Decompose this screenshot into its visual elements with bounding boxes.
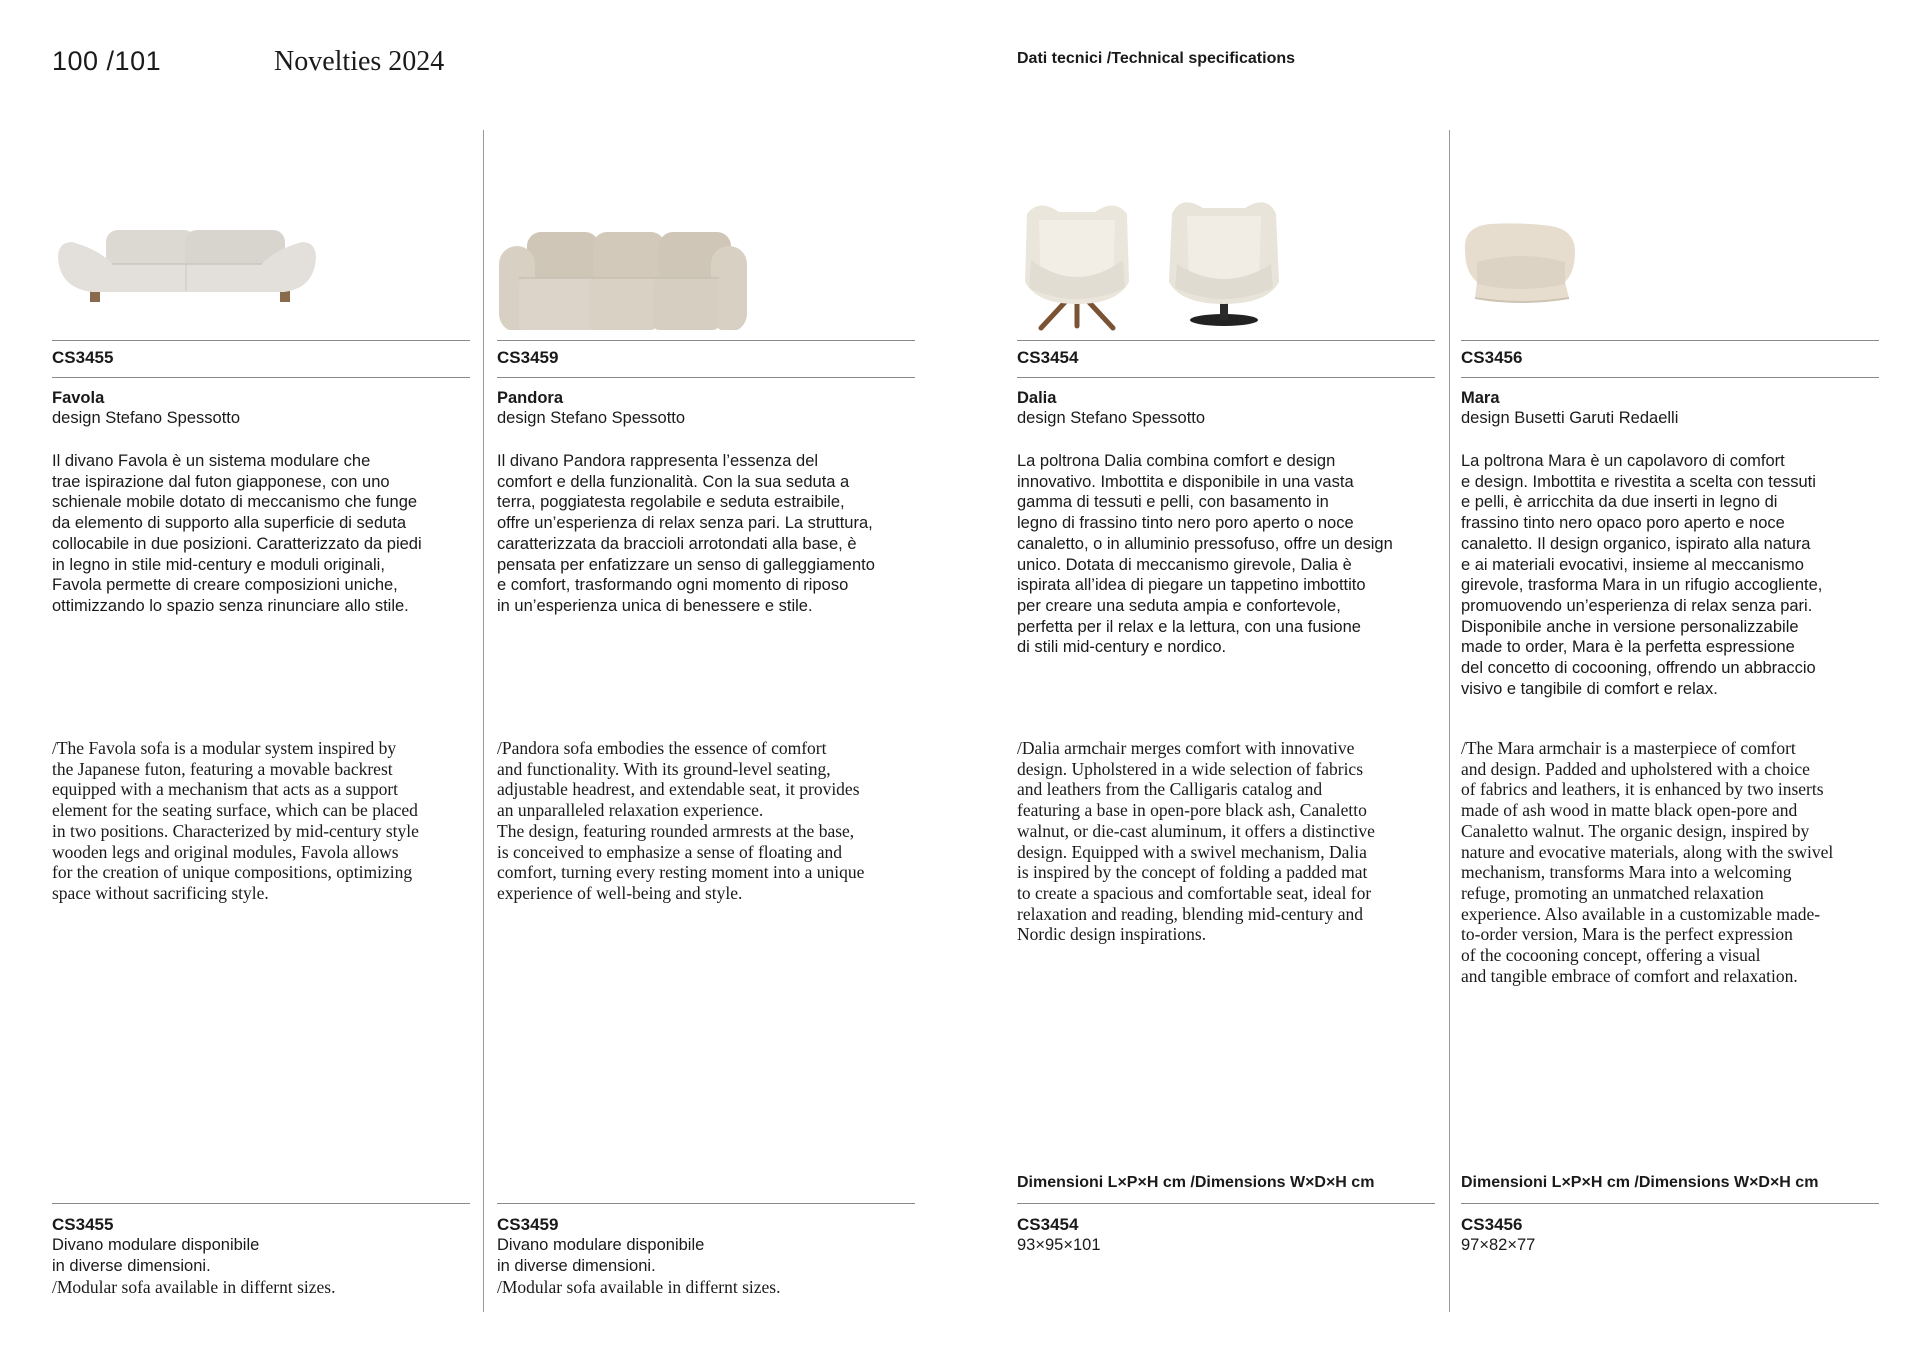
product-designer: design Stefano Spessotto xyxy=(1017,409,1206,427)
spec-code: CS3459 xyxy=(497,1215,559,1234)
description-italian: Il divano Favola è un sistema modulare che trae ispirazione dal futon giapponese, con uno schienale mobile dotato di meccanismo che funge da elemento di supporto alla superficie di seduta collocabile in due posizioni. Caratterizzato da piedi in legno in stile mid-century e moduli originali, Favola permette di creare composizioni uniche, ottimizzando lo spazio senza rinunciare allo stile. xyxy=(52,452,422,615)
spec-dimensions: 97×82×77 xyxy=(1461,1236,1536,1254)
spec-code: CS3455 xyxy=(52,1215,114,1234)
product-name: Pandora xyxy=(497,389,564,407)
divider xyxy=(497,1203,915,1204)
column-divider xyxy=(483,130,484,1312)
catalog-title: Novelties 2024 xyxy=(274,46,445,77)
description-italian: La poltrona Mara è un capolavoro di comfort e design. Imbottita e rivestita a scelta con tessuti e pelli, è arricchita da due inserti in legno di frassino tinto nero opaco poro aperto e noce canaletto. Il design organico, ispirato alla natura e ai materiali evocativi, insieme al meccanismo girevole, trasforma Mara in un rifugio accogliente, promuovendo un’esperienza di relax senza pari. Disponibile anche in versione personalizzabile made to order, Mara è la perfetta espressione del concetto di cocooning, offrendo un abbraccio visivo e tangibile di comfort e relax. xyxy=(1461,452,1823,698)
product-code: CS3459 xyxy=(497,348,559,367)
product-column-favola xyxy=(52,0,470,1358)
product-name: Mara xyxy=(1461,389,1500,407)
divider xyxy=(497,377,915,378)
description-italian: Il divano Pandora rappresenta l’essenza del comfort e della funzionalità. Con la sua seduta a terra, poggiatesta regolabile e seduta estraibile, offre un’esperienza di relax senza pari. La struttura, caratterizzata da braccioli arrotondati alla base, è pensata per enfatizzare un senso di galleggiamento e comfort, trasformando ogni momento di riposo in un’esperienza unica di benessere e stile. xyxy=(497,452,875,615)
column-divider xyxy=(1449,130,1450,1312)
spec-note-italian: Divano modulare disponibile in diverse dimensioni. xyxy=(497,1236,705,1275)
product-designer: design Stefano Spessotto xyxy=(497,409,686,427)
spec-code: CS3454 xyxy=(1017,1215,1079,1234)
sofa-image xyxy=(52,180,470,330)
dimensions-label: Dimensioni L×P×H cm /Dimensions W×D×H cm xyxy=(1461,1174,1819,1191)
product-name: Favola xyxy=(52,389,105,407)
divider xyxy=(1017,377,1435,378)
armchair-image xyxy=(1017,190,1435,340)
description-italian: La poltrona Dalia combina comfort e design innovativo. Imbottita e disponibile in una vasta gamma di tessuti e pelli, con basamento in legno di frassino tinto nero poro aperto o noce canaletto, o in alluminio pressofuso, offre un design unico. Dotata di meccanismo girevole, Dalia è ispirata all’idea di piegare un tappetino imbottito per creare una seduta ampia e confortevole, perfetta per il relax e la lettura, con una fusione di stili mid-century e nordico. xyxy=(1017,452,1393,657)
product-designer: design Stefano Spessotto xyxy=(52,409,241,427)
spec-code: CS3456 xyxy=(1461,1215,1523,1234)
divider xyxy=(52,340,470,341)
dimensions-label: Dimensioni L×P×H cm /Dimensions W×D×H cm xyxy=(1017,1174,1375,1191)
divider xyxy=(52,1203,470,1204)
description-english: /The Favola sofa is a modular system inspired by the Japanese futon, featuring a movable backrest equipped with a mechanism that acts as a support element for the seating surface, which can be placed in two positions. Characterized by mid-century style wooden legs and original modules, Favola allows for the creation of unique compositions, optimizing space without sacrificing style. xyxy=(52,738,419,903)
spec-note-english: /Modular sofa available in differnt sizes. xyxy=(497,1277,781,1297)
divider xyxy=(1461,377,1879,378)
spec-note-italian: Divano modulare disponibile in diverse dimensioni. xyxy=(52,1236,260,1275)
product-code: CS3454 xyxy=(1017,348,1079,367)
divider xyxy=(1461,340,1879,341)
page-numbers: 100 /101 xyxy=(52,46,162,76)
product-column-mara xyxy=(1461,0,1879,1358)
description-english: /The Mara armchair is a masterpiece of comfort and design. Padded and upholstered with a choice of fabrics and leathers, it is enhanced by two inserts made of ash wood in matte black open-pore and Canaletto walnut. The organic design, inspired by nature and evocative materials, along with the swivel mechanism, transforms Mara into a welcoming refuge, promoting an unmatched relaxation experience. Also available in a customizable made- to-order version, Mara is the perfect expression of the cocooning concept, offering a visual and tangible embrace of comfort and relaxation. xyxy=(1461,738,1834,986)
spec-dimensions: 93×95×101 xyxy=(1017,1236,1101,1254)
product-column-dalia xyxy=(1017,0,1435,1358)
product-designer: design Busetti Garuti Redaelli xyxy=(1461,409,1679,427)
product-code: CS3455 xyxy=(52,348,114,367)
product-column-pandora xyxy=(497,0,915,1358)
section-title: Dati tecnici /Technical specifications xyxy=(1017,50,1296,67)
spec-note-english: /Modular sofa available in differnt sizes. xyxy=(52,1277,336,1297)
description-english: /Pandora sofa embodies the essence of comfort and functionality. With its ground-level seating, adjustable headrest, and extendable seat, it provides an unparalleled relaxation experience. The design, featuring rounded armrests at the base, is conceived to emphasize a sense of floating and comfort, turning every resting moment into a unique experience of well-being and style. xyxy=(497,738,865,903)
divider xyxy=(1461,1203,1879,1204)
divider xyxy=(497,340,915,341)
lounge-chair-image xyxy=(1461,180,1879,330)
product-code: CS3456 xyxy=(1461,348,1523,367)
divider xyxy=(1017,1203,1435,1204)
divider xyxy=(52,377,470,378)
sectional-sofa-image xyxy=(497,180,915,330)
divider xyxy=(1017,340,1435,341)
product-name: Dalia xyxy=(1017,389,1057,407)
description-english: /Dalia armchair merges comfort with innovative design. Upholstered in a wide selection of fabrics and leathers from the Calligaris catalog and featuring a base in open-pore black ash, Canaletto walnut, or die-cast aluminum, it offers a distinctive design. Equipped with a swivel mechanism, Dalia is inspired by the concept of folding a padded mat to create a spacious and comfortable seat, ideal for relaxation and reading, blending mid-century and Nordic design inspirations. xyxy=(1017,738,1375,945)
